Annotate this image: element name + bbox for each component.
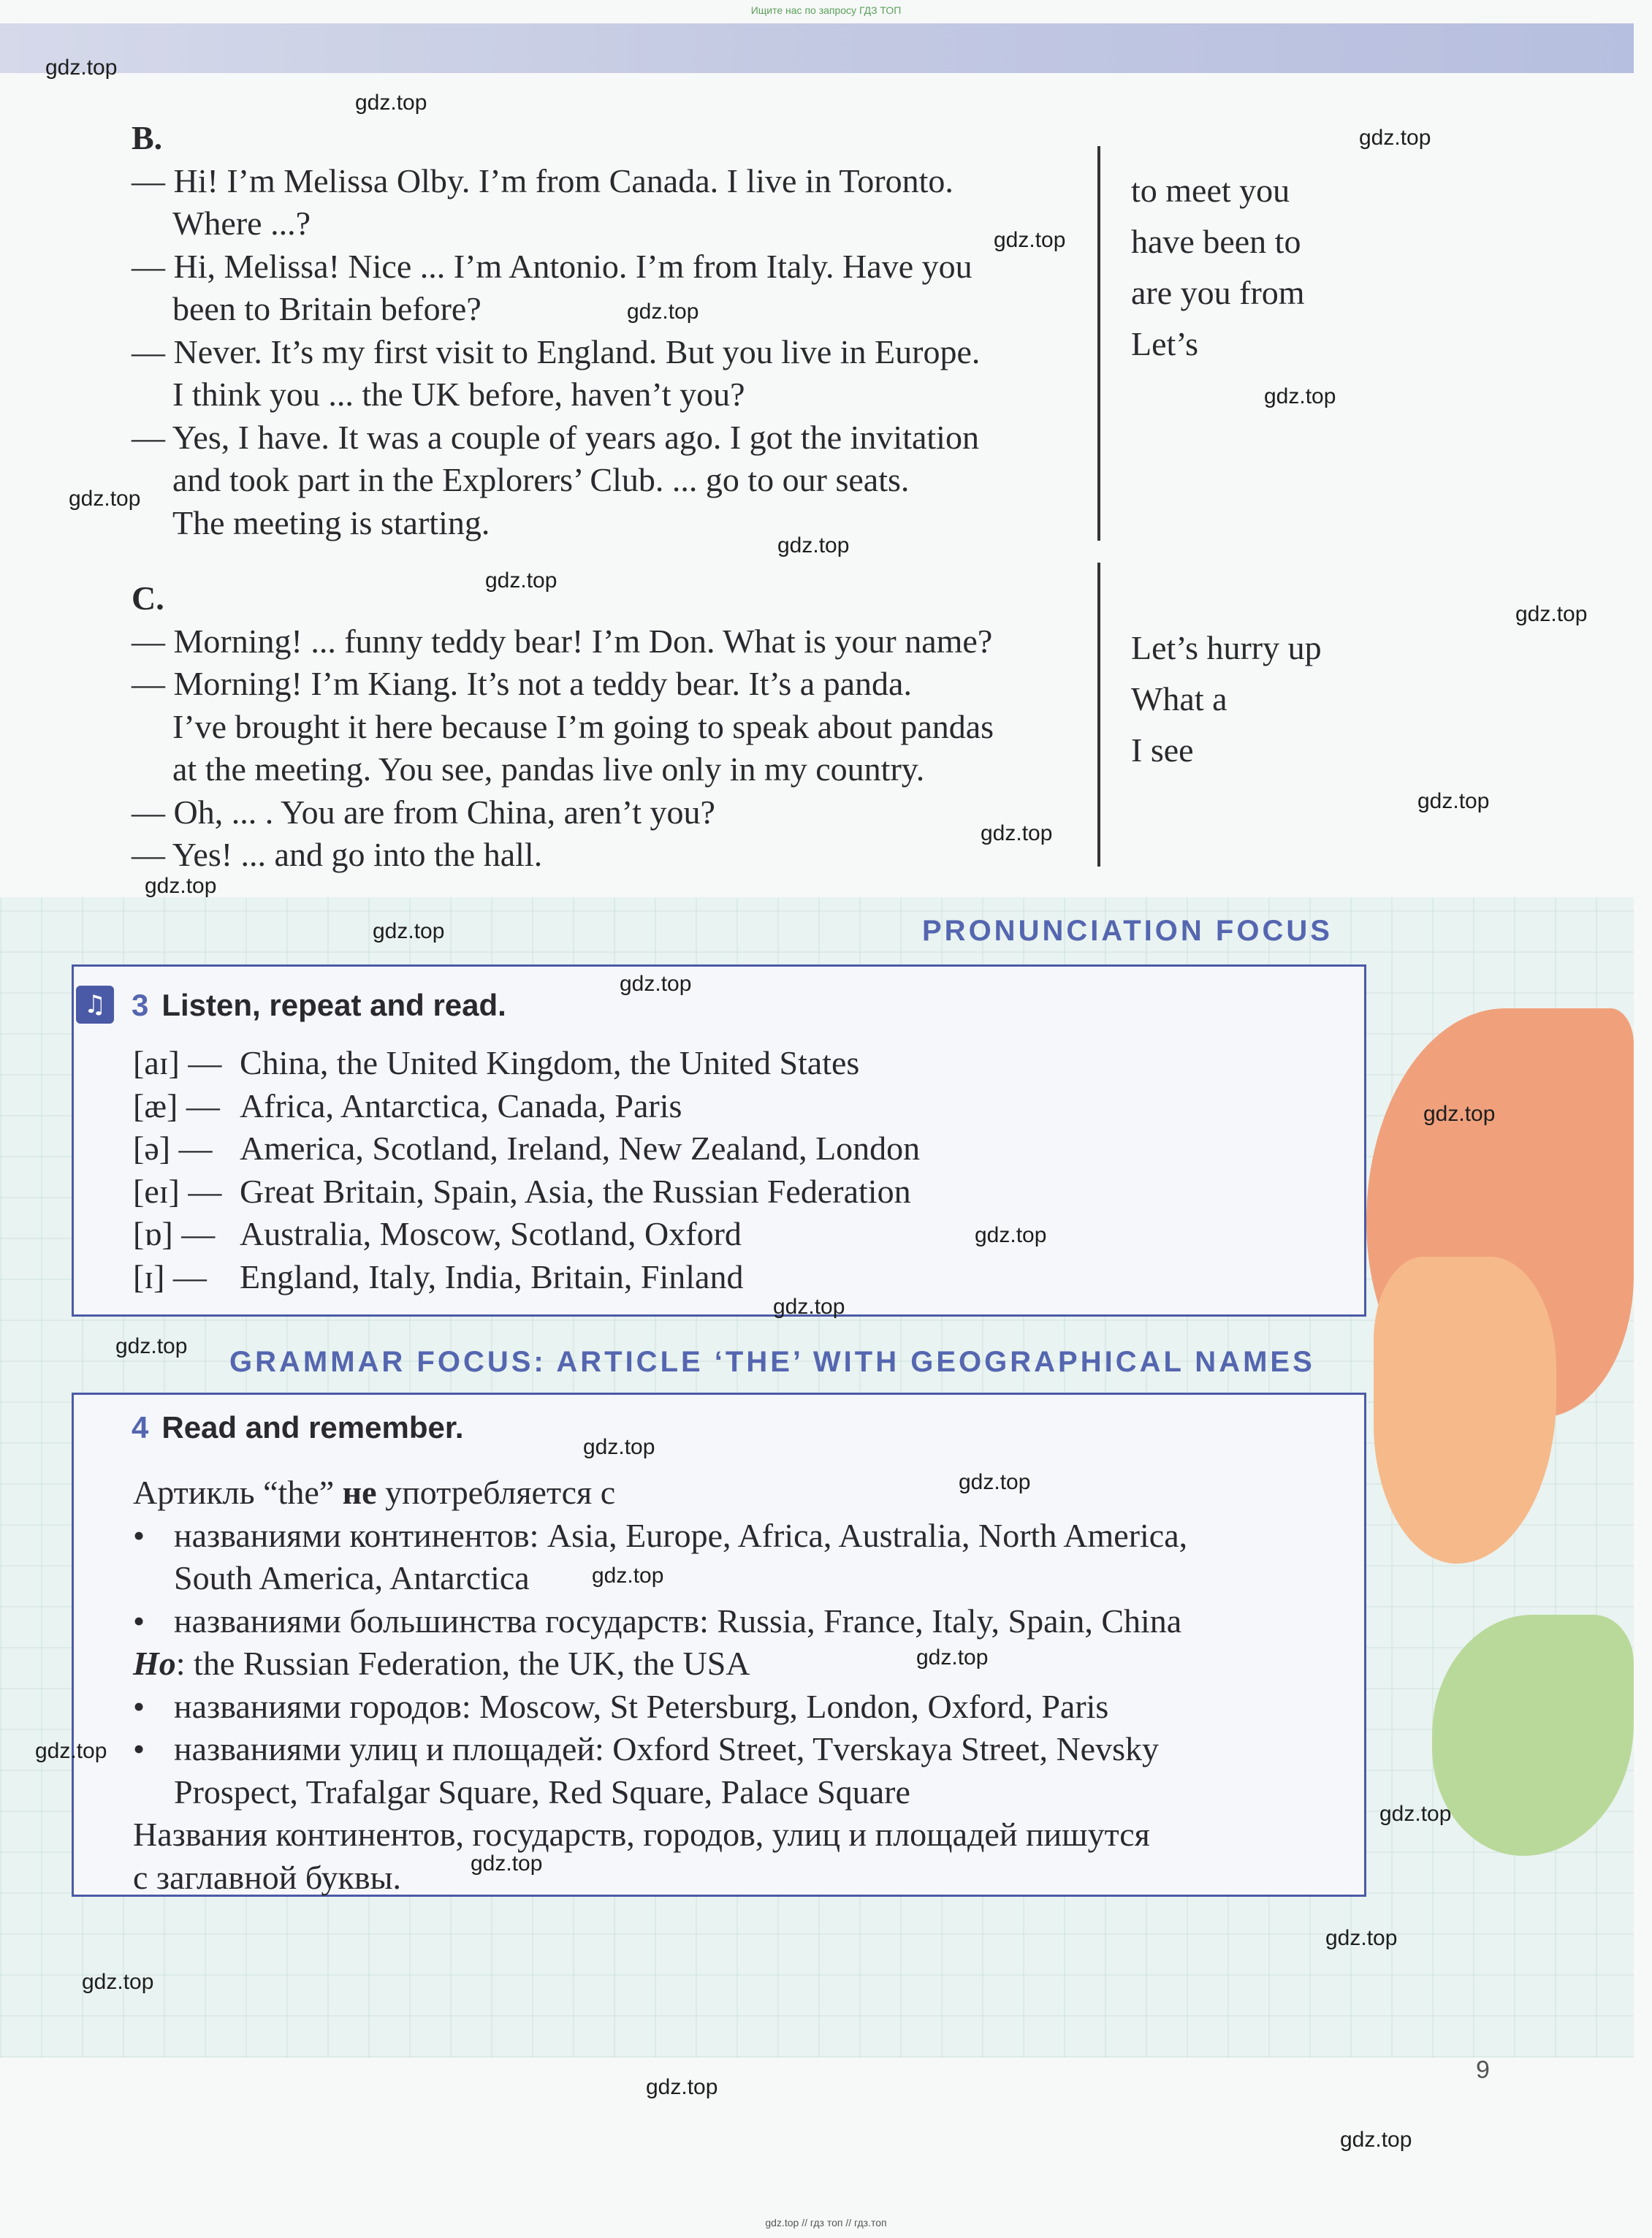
- exception-text: : the Russian Federation, the UK, the USA: [175, 1645, 750, 1682]
- watermark: gdz.top: [115, 1334, 188, 1358]
- watermark: gdz.top: [1379, 1802, 1452, 1826]
- watermark: gdz.top: [1423, 1102, 1496, 1126]
- header-color-band: [0, 23, 1634, 73]
- pronunciation-row: [133, 1256, 920, 1299]
- task-number: 4: [132, 1410, 149, 1445]
- task-number: 3: [132, 988, 149, 1022]
- phrase-box-c: [1131, 623, 1322, 776]
- task-4-title: [132, 1410, 464, 1445]
- page-number: 9: [1476, 2056, 1490, 2084]
- phrase-option: Let’s: [1131, 325, 1198, 362]
- grammar-bullet: • названиями городов: Moscow, St Petersburg, London, Oxford, Paris: [133, 1687, 1109, 1725]
- example-words: Great Britain, Spain, Asia, the Russian Federation: [240, 1172, 911, 1210]
- intro-prefix: Артикль “the”: [133, 1474, 343, 1511]
- dialogue-line: been to Britain before?: [172, 290, 481, 327]
- phoneme: [ə] —: [133, 1130, 213, 1167]
- watermark: gdz.top: [355, 91, 427, 115]
- watermark: gdz.top: [1325, 1926, 1398, 1950]
- pronunciation-focus-heading: PRONUNCIATION FOCUS: [922, 915, 1333, 947]
- phrase-option: to meet you: [1131, 172, 1290, 209]
- dialogue-line: — Morning! I’m Kiang. It’s not a teddy bear. It’s a panda.: [132, 665, 912, 702]
- watermark: gdz.top: [646, 2075, 718, 2099]
- dialogue-line: I’ve brought it here because I’m going to speak about pandas: [172, 707, 994, 745]
- example-words: Africa, Antarctica, Canada, Paris: [240, 1086, 682, 1124]
- intro-suffix: употребляется с: [376, 1474, 616, 1511]
- task-title: Listen, repeat and read.: [161, 988, 506, 1022]
- exception-label: Но: [133, 1645, 176, 1682]
- watermark: gdz.top: [583, 1435, 655, 1459]
- phrase-box-b: [1131, 165, 1305, 370]
- intro-bold: не: [342, 1474, 377, 1511]
- watermark: gdz.top: [1417, 789, 1490, 813]
- grammar-rules: [133, 1472, 1331, 1899]
- grammar-note: с заглавной буквы.: [133, 1858, 401, 1896]
- bullet-text: названиями континентов: Asia, Europe, Africa, Australia, North America,: [174, 1516, 1188, 1554]
- task-title: Read and remember.: [161, 1410, 464, 1445]
- watermark: gdz.top: [145, 874, 217, 898]
- grammar-note: Названия континентов, государств, городов, улиц и площадей пишутся: [133, 1816, 1150, 1853]
- watermark: gdz.top: [777, 533, 850, 557]
- top-search-note: Ищите нас по запросу ГДЗ ТОП: [750, 4, 902, 16]
- dialogue-line: I think you ... the UK before, haven’t you?: [172, 376, 745, 413]
- watermark: gdz.top: [1264, 384, 1336, 408]
- phoneme: [ɪ] —: [133, 1257, 207, 1295]
- watermark: gdz.top: [373, 919, 445, 943]
- watermark: gdz.top: [471, 1851, 543, 1876]
- pronunciation-list: [133, 1042, 920, 1298]
- pronunciation-row: [133, 1042, 920, 1085]
- watermark: gdz.top: [1515, 602, 1588, 626]
- dialogue-line: at the meeting. You see, pandas live only in my country.: [172, 750, 925, 788]
- watermark: gdz.top: [35, 1739, 107, 1763]
- divider-line-b: [1097, 146, 1100, 541]
- watermark: gdz.top: [485, 568, 557, 593]
- dialogue-line: — Never. It’s my first visit to England. But you live in Europe.: [132, 332, 981, 370]
- dialogue-line: — Yes, I have. It was a couple of years ago. I got the invitation: [132, 418, 979, 456]
- phoneme: [aɪ] —: [133, 1044, 222, 1081]
- dialogue-line: and took part in the Explorers’ Club. ... go to our seats.: [172, 461, 910, 498]
- dialogue-line: Where ...?: [172, 205, 311, 242]
- bullet-text: названиями городов: Moscow, St Petersburg, London, Oxford, Paris: [174, 1687, 1109, 1725]
- watermark: gdz.top: [45, 56, 118, 80]
- watermark: gdz.top: [1340, 2128, 1412, 2152]
- watermark: gdz.top: [975, 1223, 1047, 1247]
- grammar-bullet-cont: Prospect, Trafalgar Square, Red Square, Palace Square: [174, 1773, 910, 1811]
- pronunciation-row: [133, 1213, 920, 1256]
- dialogue-c-letter: C.: [132, 579, 164, 617]
- watermark: gdz.top: [981, 821, 1053, 845]
- dialogue-c: [132, 577, 1096, 877]
- dialogue-line: — Hi! I’m Melissa Olby. I’m from Canada. I live in Toronto.: [132, 161, 953, 199]
- grammar-exception: [133, 1643, 1331, 1686]
- grammar-bullet: • названиями улиц и площадей: Oxford Street, Tverskaya Street, Nevsky: [133, 1730, 1159, 1767]
- phoneme: [eɪ] —: [133, 1172, 222, 1210]
- grammar-bullet: • названиями большинства государств: Russia, France, Italy, Spain, China: [133, 1602, 1182, 1640]
- phrase-option: have been to: [1131, 223, 1301, 260]
- watermark: gdz.top: [773, 1295, 845, 1319]
- dialogue-line: — Hi, Melissa! Nice ... I’m Antonio. I’m from Italy. Have you: [132, 247, 972, 285]
- grammar-bullet: • названиями континентов: Asia, Europe, Africa, Australia, North America,: [133, 1516, 1188, 1554]
- watermark: gdz.top: [592, 1564, 664, 1588]
- grammar-intro: [133, 1472, 1331, 1515]
- dialogue-b: [132, 117, 1096, 544]
- phrase-option: are you from: [1131, 274, 1305, 311]
- watermark: gdz.top: [994, 228, 1066, 252]
- watermark: gdz.top: [959, 1470, 1031, 1494]
- example-words: America, Scotland, Ireland, New Zealand, London: [240, 1130, 921, 1167]
- example-words: Australia, Moscow, Scotland, Oxford: [240, 1215, 742, 1252]
- watermark: gdz.top: [916, 1645, 989, 1670]
- dialogue-line: — Morning! ... funny teddy bear! I’m Don. What is your name?: [132, 622, 993, 660]
- task-3-title: [132, 988, 506, 1023]
- watermark: gdz.top: [627, 300, 699, 324]
- phrase-option: I see: [1131, 731, 1194, 769]
- pronunciation-row: [133, 1085, 920, 1128]
- dialogue-line: — Oh, ... . You are from China, aren’t you?: [132, 793, 715, 831]
- grammar-bullet-cont: South America, Antarctica: [174, 1559, 530, 1596]
- bullet-text: названиями улиц и площадей: Oxford Street, Tverskaya Street, Nevsky: [174, 1730, 1159, 1767]
- watermark: gdz.top: [620, 972, 692, 996]
- pronunciation-row: [133, 1171, 920, 1214]
- headphones-icon[interactable]: ♫: [76, 986, 114, 1024]
- watermark: gdz.top: [82, 1970, 154, 1994]
- phrase-option: Let’s hurry up: [1131, 629, 1322, 666]
- phoneme: [ɒ] —: [133, 1215, 216, 1252]
- dialogue-line: The meeting is starting.: [172, 503, 490, 541]
- grammar-focus-heading: GRAMMAR FOCUS: ARTICLE ‘THE’ WITH GEOGRAPHICAL NAMES: [229, 1346, 1315, 1378]
- watermark: gdz.top: [1359, 126, 1431, 150]
- dialogue-b-letter: B.: [132, 119, 163, 156]
- example-words: China, the United Kingdom, the United States: [240, 1044, 860, 1081]
- example-words: England, Italy, India, Britain, Finland: [240, 1257, 744, 1295]
- divider-line-c: [1097, 563, 1100, 867]
- bottom-note: gdz.top // гдз топ // гдз.топ: [765, 2217, 887, 2229]
- phoneme: [æ] —: [133, 1086, 220, 1124]
- dialogue-line: — Yes! ... and go into the hall.: [132, 836, 543, 873]
- bullet-text: названиями большинства государств: Russia, France, Italy, Spain, China: [174, 1602, 1182, 1640]
- phrase-option: What a: [1131, 680, 1227, 718]
- watermark: gdz.top: [69, 487, 141, 511]
- pronunciation-row: [133, 1127, 920, 1171]
